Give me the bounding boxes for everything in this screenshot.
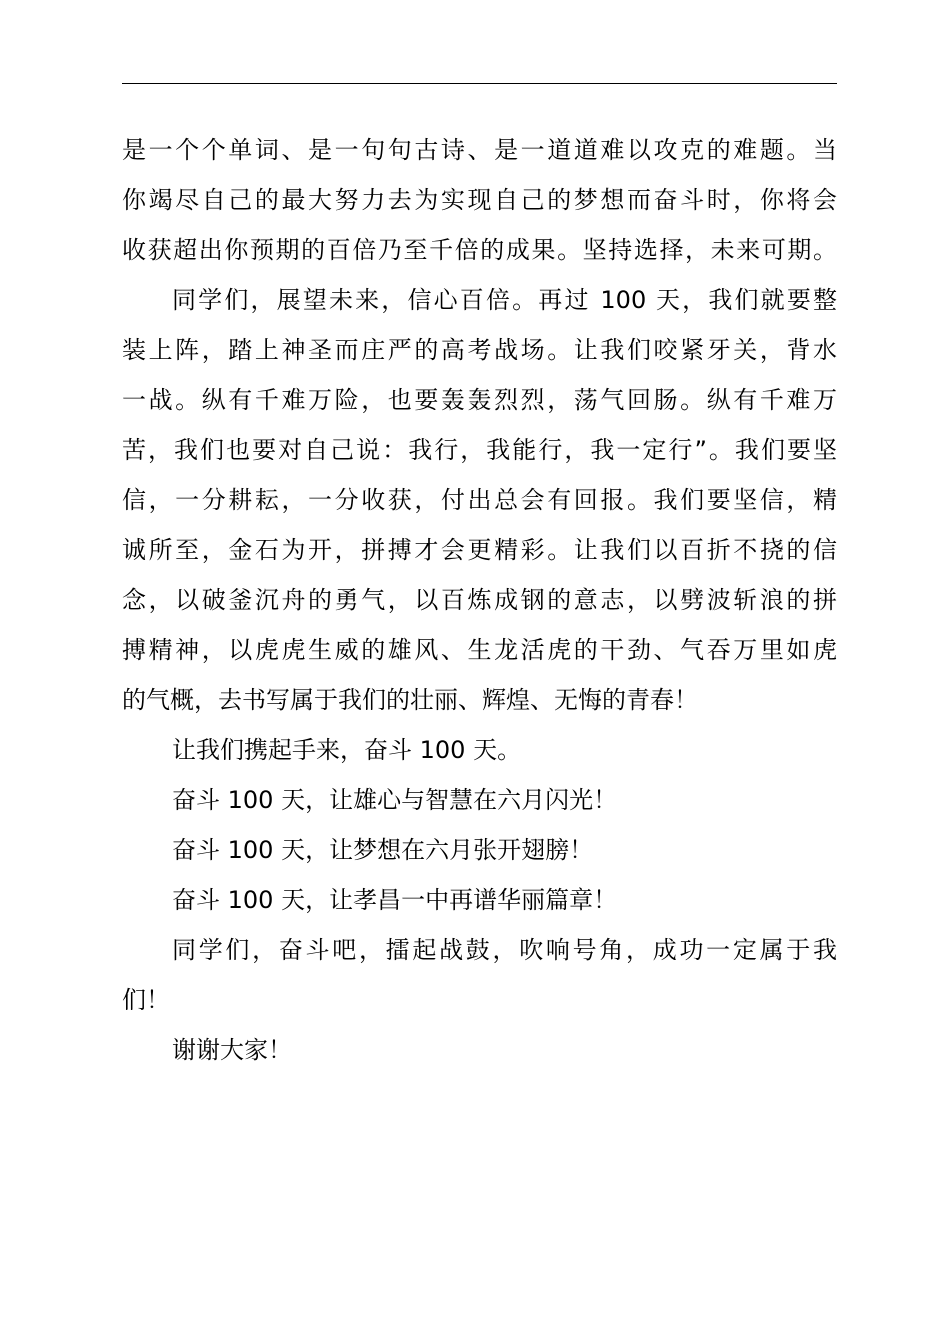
text-line: 诚所至，金石为开，拼搏才会更精彩。让我们以百折不挠的信 <box>122 536 837 564</box>
text-line: 苦，我们也要对自己说：我行，我能行，我一定行”。我们要坚 <box>122 436 837 464</box>
text-line: 信，一分耕耘，一分收获，付出总会有回报。我们要坚信，精 <box>122 486 837 514</box>
text-line: 一战。纵有千难万险，也要轰轰烈烈，荡气回肠。纵有千难万 <box>122 386 837 414</box>
text-line: 谢谢大家！ <box>172 1036 292 1064</box>
text-line: 装上阵，踏上神圣而庄严的高考战场。让我们咬紧牙关，背水 <box>122 336 837 364</box>
text-line: 奋斗 100 天，让雄心与智慧在六月闪光！ <box>172 786 618 814</box>
text-line: 你竭尽自己的最大努力去为实现自己的梦想而奋斗时，你将会 <box>122 186 837 214</box>
text-line: 收获超出你预期的百倍乃至千倍的成果。坚持选择，未来可期。 <box>122 236 837 264</box>
header-rule <box>122 83 837 84</box>
text-line: 奋斗 100 天，让孝昌一中再谱华丽篇章！ <box>172 886 618 914</box>
text-line: 念，以破釜沉舟的勇气，以百炼成钢的意志，以劈波斩浪的拼 <box>122 586 837 614</box>
document-body <box>122 125 837 1075</box>
text-line: 同学们，展望未来，信心百倍。再过 100 天，我们就要整 <box>172 286 837 314</box>
text-line: 奋斗 100 天，让梦想在六月张开翅膀！ <box>172 836 594 864</box>
text-line: 是一个个单词、是一句句古诗、是一道道难以攻克的难题。当 <box>122 136 837 164</box>
text-line: 的气概，去书写属于我们的壮丽、辉煌、无悔的青春！ <box>122 686 698 714</box>
text-line: 搏精神，以虎虎生威的雄风、生龙活虎的干劲、气吞万里如虎 <box>122 636 837 664</box>
text-line: 同学们，奋斗吧，擂起战鼓，吹响号角，成功一定属于我 <box>172 936 837 964</box>
text-line: 们！ <box>122 986 170 1014</box>
text-line: 让我们携起手来，奋斗 100 天。 <box>172 736 522 764</box>
